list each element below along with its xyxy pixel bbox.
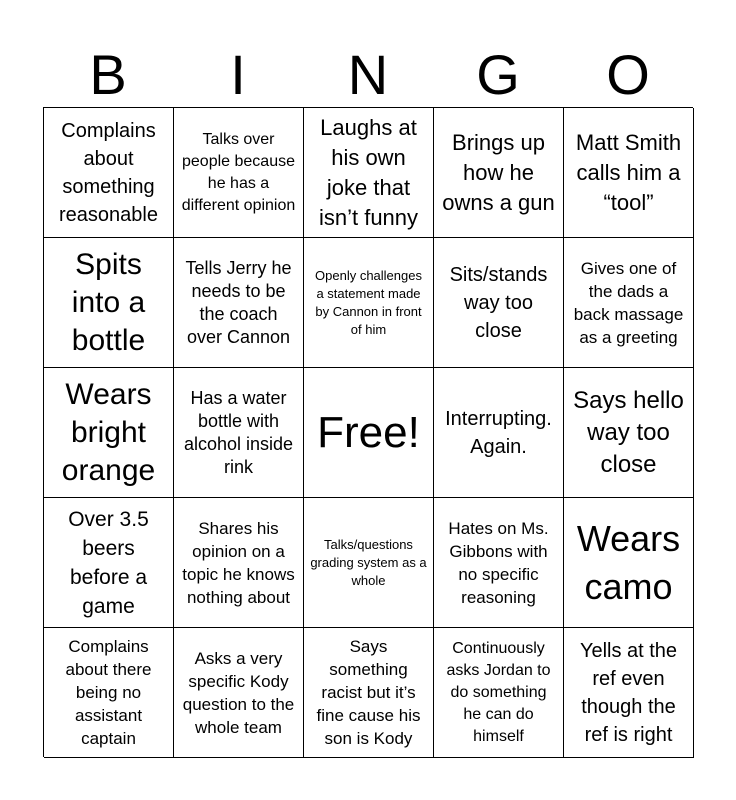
cell-text: Shares his opinion on a topic he knows nothing about bbox=[182, 518, 295, 607]
cell-text: Laughs at his own joke that isn’t funny bbox=[318, 114, 419, 230]
cell-text: Talks over people because he has a different opinion bbox=[181, 130, 296, 214]
cell-text: Talks/questions grading system as a whole bbox=[310, 536, 427, 588]
cell-text: Tells Jerry he needs to be the coach over Cannon bbox=[185, 257, 292, 347]
bingo-cell[interactable] bbox=[44, 368, 174, 498]
bingo-cell[interactable] bbox=[434, 628, 564, 758]
bingo-cell[interactable] bbox=[44, 628, 174, 758]
bingo-cell[interactable] bbox=[174, 368, 304, 498]
bingo-cell[interactable] bbox=[434, 498, 564, 628]
bingo-cell[interactable] bbox=[44, 238, 174, 368]
bingo-cell[interactable] bbox=[304, 108, 434, 238]
header-letter-g: G bbox=[476, 43, 520, 106]
cell-text: Interrupting. Again. bbox=[445, 407, 552, 458]
bingo-cell[interactable] bbox=[434, 368, 564, 498]
bingo-cell[interactable] bbox=[174, 498, 304, 628]
bingo-cell[interactable] bbox=[304, 498, 434, 628]
cell-text: Over 3.5 beers before a game bbox=[68, 507, 149, 618]
cell-text: Hates on Ms. Gibbons with no specific reasoning bbox=[448, 518, 549, 607]
bingo-cell[interactable] bbox=[564, 628, 694, 758]
cell-text: Asks a very specific Kody question to the whole team bbox=[182, 648, 295, 737]
cell-text: Wears bright orange bbox=[61, 377, 156, 487]
bingo-cell[interactable] bbox=[564, 238, 694, 368]
free-space-cell[interactable] bbox=[304, 368, 434, 498]
free-space-text: Free! bbox=[317, 407, 420, 457]
bingo-card-grid bbox=[43, 107, 693, 757]
cell-text: Says hello way too close bbox=[573, 386, 684, 478]
cell-text: Complains about something reasonable bbox=[59, 119, 158, 226]
cell-text: Gives one of the dads a back massage as a greeting bbox=[573, 258, 684, 347]
header-letter-n: N bbox=[347, 43, 389, 106]
cell-text: Yells at the ref even though the ref is right bbox=[579, 639, 678, 746]
bingo-cell[interactable] bbox=[44, 108, 174, 238]
cell-text: Complains about there being no assistant captain bbox=[65, 637, 152, 748]
cell-text: Has a water bottle with alcohol inside rink bbox=[183, 387, 294, 477]
bingo-cell[interactable] bbox=[174, 238, 304, 368]
bingo-cell[interactable] bbox=[564, 368, 694, 498]
header-letter-o: O bbox=[606, 43, 650, 106]
cell-text: Sits/stands way too close bbox=[449, 263, 548, 342]
bingo-cell[interactable] bbox=[434, 238, 564, 368]
bingo-cell[interactable] bbox=[564, 108, 694, 238]
header-letter-b: B bbox=[89, 43, 127, 106]
bingo-cell[interactable] bbox=[174, 628, 304, 758]
header-letter-i: I bbox=[230, 43, 246, 106]
bingo-cell[interactable] bbox=[434, 108, 564, 238]
cell-text: Continuously asks Jordan to do something he can do himself bbox=[446, 639, 551, 745]
bingo-cell[interactable] bbox=[44, 498, 174, 628]
bingo-cell[interactable] bbox=[304, 238, 434, 368]
bingo-cell[interactable] bbox=[174, 108, 304, 238]
cell-text: Matt Smith calls him a “tool” bbox=[575, 129, 682, 215]
cell-text: Wears camo bbox=[576, 517, 681, 607]
cell-text: Brings up how he owns a gun bbox=[442, 129, 555, 215]
cell-text: Says something racist but it’s fine cause his son is Kody bbox=[316, 637, 421, 748]
cell-text: Spits into a bottle bbox=[71, 247, 146, 357]
cell-text: Openly challenges a statement made by Cannon in front of him bbox=[315, 267, 422, 337]
bingo-cell[interactable] bbox=[564, 498, 694, 628]
bingo-header bbox=[43, 44, 693, 106]
bingo-cell[interactable] bbox=[304, 628, 434, 758]
